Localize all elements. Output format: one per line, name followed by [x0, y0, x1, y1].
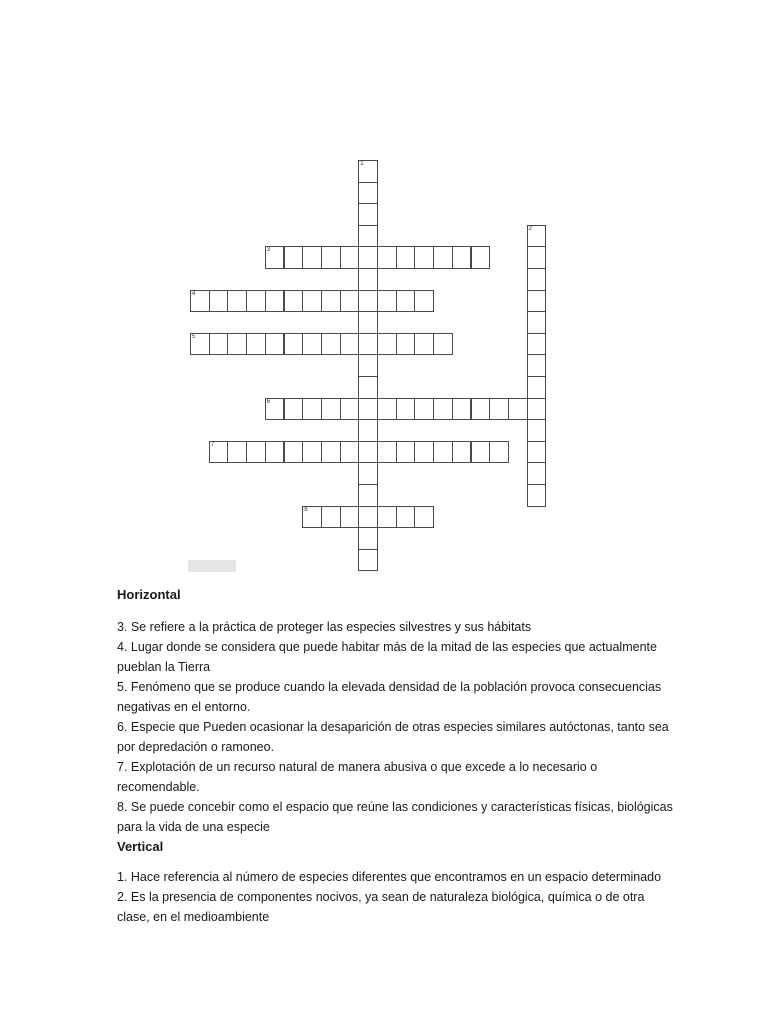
clue-across-6: 6. Especie que Pueden ocasionar la desaparición de otras especies similares autóctonas, tanto sea por depredación o ramoneo. — [117, 720, 669, 754]
crossword-cell — [358, 506, 378, 529]
crossword-cell — [527, 398, 547, 421]
crossword-cell — [209, 333, 229, 356]
crossword-cell — [190, 333, 210, 356]
crossword-cell — [471, 398, 491, 421]
crossword-cell — [527, 484, 547, 507]
clue-across-5: 5. Fenómeno que se produce cuando la elevada densidad de la población provoca consecuencias negativas en el entorno. — [117, 680, 662, 714]
crossword-cell — [377, 398, 397, 421]
crossword-cell — [302, 398, 322, 421]
crossword-cell — [358, 441, 378, 464]
crossword-cell — [284, 246, 304, 269]
crossword-cell — [452, 441, 472, 464]
crossword-cell — [527, 441, 547, 464]
crossword-cell — [358, 333, 378, 356]
crossword-cell — [190, 290, 210, 313]
clue-number: 5 — [192, 333, 196, 340]
crossword-cell — [527, 376, 547, 399]
crossword-cell — [284, 333, 304, 356]
crossword-cell — [377, 246, 397, 269]
crossword-cell — [377, 290, 397, 313]
crossword-cell — [302, 290, 322, 313]
crossword-cell — [358, 484, 378, 507]
crossword-cell — [321, 398, 341, 421]
crossword-cell — [527, 354, 547, 377]
crossword-cell — [340, 246, 360, 269]
clue-number: 8 — [304, 506, 308, 513]
crossword-cell — [433, 246, 453, 269]
crossword-cell — [358, 354, 378, 377]
crossword-cell — [377, 441, 397, 464]
crossword-cell — [433, 398, 453, 421]
crossword-cell — [284, 441, 304, 464]
clue-across-7: 7. Explotación de un recurso natural de manera abusiva o que excede a lo necesario o recomendable. — [117, 760, 598, 794]
clue-number: 7 — [210, 441, 215, 448]
crossword-cell — [471, 441, 491, 464]
clue-number: 1 — [360, 161, 364, 167]
crossword-cell — [396, 290, 416, 313]
crossword-cell — [358, 225, 378, 248]
crossword-cell — [433, 441, 453, 464]
crossword-cell — [358, 160, 378, 183]
crossword-cell — [527, 311, 547, 334]
crossword-cell — [377, 333, 397, 356]
crossword-cell — [358, 203, 378, 226]
crossword-cell — [414, 398, 434, 421]
crossword-cell — [396, 246, 416, 269]
crossword-cell — [527, 333, 547, 356]
crossword-cell — [452, 398, 472, 421]
crossword-cell — [396, 506, 416, 529]
crossword-cell — [358, 311, 378, 334]
crossword-cell — [527, 268, 547, 291]
crossword-cell — [358, 376, 378, 399]
crossword-cell — [340, 441, 360, 464]
crossword-cell — [358, 527, 378, 550]
crossword-cell — [527, 246, 547, 269]
crossword-cell — [340, 333, 360, 356]
crossword-cell — [489, 441, 509, 464]
crossword-cell — [302, 506, 322, 529]
crossword-cell — [227, 441, 247, 464]
crossword-cell — [246, 290, 266, 313]
crossword-cell — [358, 182, 378, 205]
clues-section — [117, 585, 677, 927]
horizontal-heading: Horizontal — [117, 587, 181, 602]
crossword-cell — [265, 333, 285, 356]
clue-across-3: 3. Se refiere a la práctica de proteger las especies silvestres y sus hábitats — [117, 620, 532, 634]
crossword-cell — [340, 506, 360, 529]
crossword-cell — [284, 290, 304, 313]
crossword-cell — [246, 441, 266, 464]
crossword-cell — [358, 268, 378, 291]
crossword-cell — [414, 441, 434, 464]
crossword-cell — [527, 462, 547, 485]
crossword-cell — [527, 290, 547, 313]
clue-down-1: 1. Hace referencia al número de especies diferentes que encontramos en un espacio determinado — [117, 870, 662, 884]
clue-number: 4 — [192, 290, 196, 297]
crossword-cell — [284, 398, 304, 421]
crossword-cell — [340, 290, 360, 313]
crossword-cell — [396, 441, 416, 464]
clue-number: 3 — [266, 247, 271, 254]
clue-across-8: 8. Se puede concebir como el espacio que reúne las condiciones y características físicas, biológicas para la vida de una especie — [117, 800, 673, 834]
crossword-cell — [358, 246, 378, 269]
crossword-cell — [246, 333, 266, 356]
crossword-cell — [321, 441, 341, 464]
crossword-cell — [265, 398, 285, 421]
crossword-cell — [265, 290, 285, 313]
crossword-cell — [302, 333, 322, 356]
crossword-cell — [321, 290, 341, 313]
vertical-heading: Vertical — [117, 839, 164, 854]
crossword-cell — [321, 506, 341, 529]
crossword-cell — [527, 419, 547, 442]
crossword-cell — [265, 246, 285, 269]
crossword-cell — [527, 225, 547, 248]
crossword-cell — [358, 398, 378, 421]
crossword-cell — [396, 398, 416, 421]
clue-down-2: 2. Es la presencia de componentes nocivos, ya sean de naturaleza biológica, química o de otra clase, en el medioambiente — [117, 890, 645, 924]
crossword-cell — [452, 246, 472, 269]
crossword-cell — [414, 290, 434, 313]
crossword-cell — [358, 419, 378, 442]
crossword-cell — [227, 290, 247, 313]
crossword-cell — [377, 506, 397, 529]
crossword-cell — [396, 333, 416, 356]
crossword-cell — [227, 333, 247, 356]
crossword-cell — [302, 441, 322, 464]
crossword-cell — [340, 398, 360, 421]
crossword-cell — [265, 441, 285, 464]
crossword-cell — [508, 398, 528, 421]
crossword-cell — [358, 290, 378, 313]
crossword-cell — [414, 246, 434, 269]
crossword-cell — [209, 441, 229, 464]
crossword-cell — [321, 333, 341, 356]
crossword-cell — [321, 246, 341, 269]
crossword-cell — [414, 333, 434, 356]
crossword-cell — [489, 398, 509, 421]
clue-number: 2 — [528, 225, 532, 232]
crossword-cell — [358, 549, 378, 572]
crossword-cell — [209, 290, 229, 313]
clue-across-4: 4. Lugar donde se considera que puede habitar más de la mitad de las especies que actualmente pueblan la Tierra — [117, 640, 657, 674]
gray-smudge — [188, 560, 236, 572]
clue-number: 6 — [266, 398, 271, 405]
crossword-cell — [358, 462, 378, 485]
crossword-cell — [302, 246, 322, 269]
crossword-cell — [433, 333, 453, 356]
crossword-cell — [414, 506, 434, 529]
crossword-cell — [471, 246, 491, 269]
